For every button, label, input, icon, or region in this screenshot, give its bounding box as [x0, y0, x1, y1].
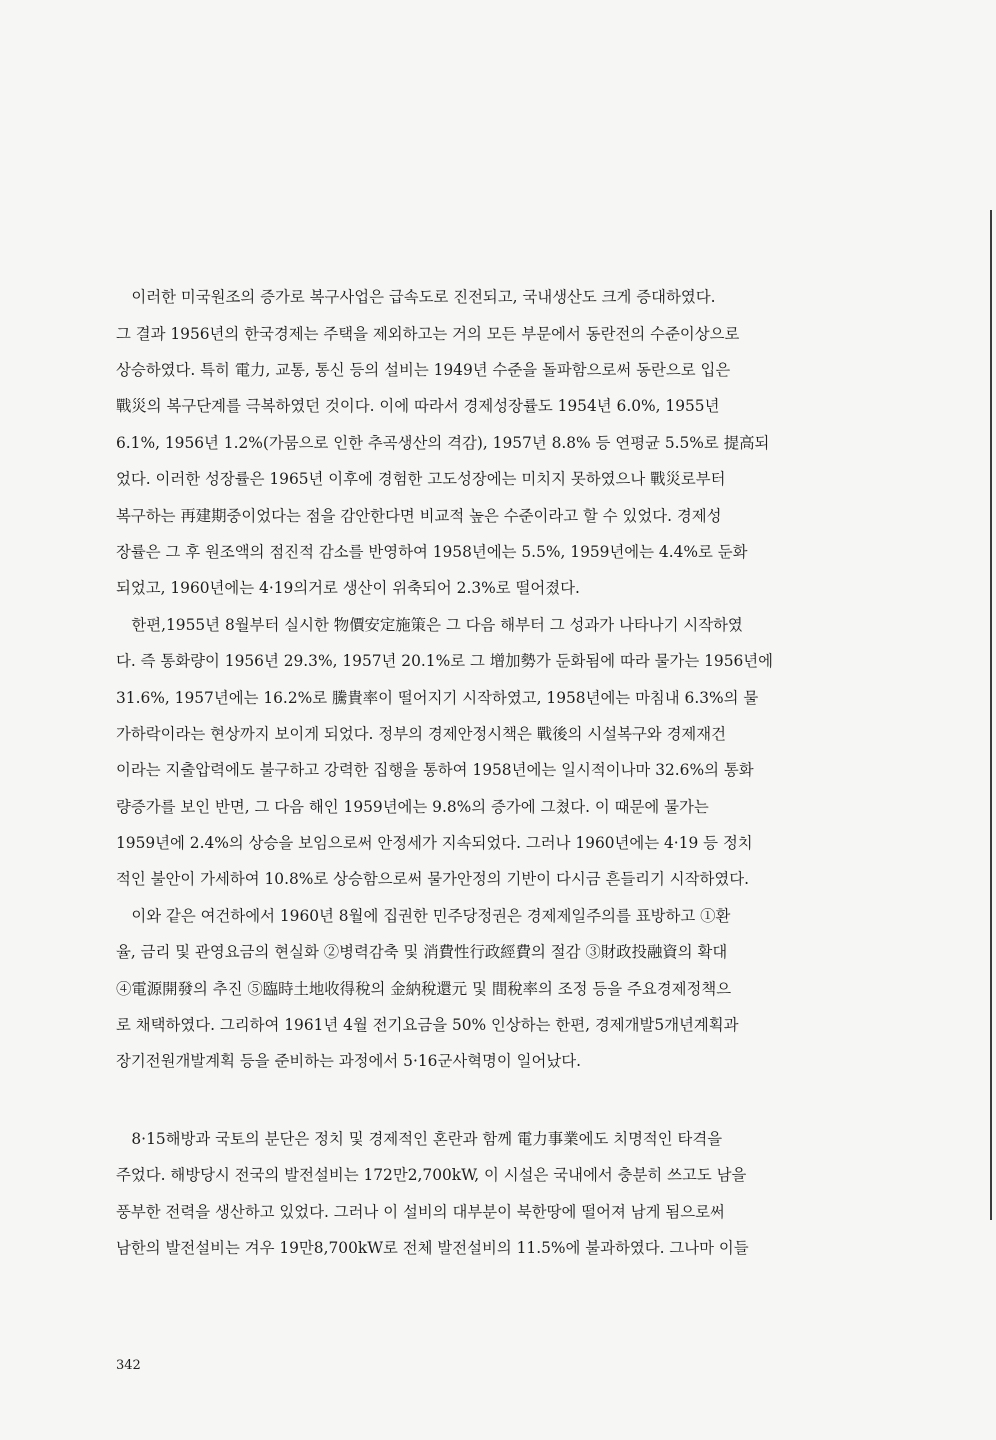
text-line: 장률은 그 후 원조액의 점진적 감소를 반영하여 1958년에는 5.5%, 1959년에는 4.4%로 둔화: [116, 543, 748, 561]
text-line: 그 결과 1956년의 한국경제는 주택을 제외하고는 거의 모든 부문에서 동란전의 수준이상으로: [116, 325, 740, 343]
text-line: 이러한 미국원조의 증가로 복구사업은 급속도로 진전되고, 국내생산도 크게 증대하였다.: [116, 288, 716, 306]
text-line: 로 채택하였다. 그리하여 1961년 4월 전기요금을 50% 인상하는 한편, 경제개발5개년계획과: [116, 1016, 739, 1034]
text-line: 1959년에 2.4%의 상승을 보임으로써 안정세가 지속되었다. 그러나 1960년에는 4·19 등 정치: [116, 834, 753, 852]
text-line: 31.6%, 1957년에는 16.2%로 騰貴率이 떨어지기 시작하였고, 1958년에는 마침내 6.3%의 물: [116, 689, 759, 707]
text-line: 남한의 발전설비는 겨우 19만8,700kW로 전체 발전설비의 11.5%에 불과하였다. 그나마 이들: [116, 1239, 749, 1257]
text-line: 율, 금리 및 관영요금의 현실화 ②병력감축 및 消費性行政經費의 절감 ③財政投融資의 확대: [116, 943, 728, 961]
text-line: 가하락이라는 현상까지 보이게 되었다. 정부의 경제안정시책은 戰後의 시설복구와 경제재건: [116, 725, 727, 743]
text-line: 었다. 이러한 성장률은 1965년 이후에 경험한 고도성장에는 미치지 못하였으나 戰災로부터: [116, 470, 726, 488]
text-line: 되었고, 1960년에는 4·19의거로 생산이 위축되어 2.3%로 떨어졌다.: [116, 579, 580, 597]
text-line: ④電源開發의 추진 ⑤臨時土地收得稅의 金納稅還元 및 間稅率의 조정 등을 주요경제정책으: [116, 980, 732, 998]
text-line: 주었다. 해방당시 전국의 발전설비는 172만2,700kW, 이 시설은 국내에서 충분히 쓰고도 남을: [116, 1166, 747, 1184]
text-line: 다. 즉 통화량이 1956년 29.3%, 1957년 20.1%로 그 增加勢가 둔화됨에 따라 물가는 1956년에: [116, 652, 774, 670]
text-line: 장기전원개발계획 등을 준비하는 과정에서 5·16군사혁명이 일어났다.: [116, 1052, 582, 1070]
page-number: 342: [116, 1358, 141, 1373]
text-line: 적인 불안이 가세하여 10.8%로 상승함으로써 물가안정의 기반이 다시금 흔들리기 시작하였다.: [116, 870, 750, 888]
text-line: 이라는 지출압력에도 불구하고 강력한 집행을 통하여 1958년에는 일시적이나마 32.6%의 통화: [116, 761, 754, 779]
text-line: 복구하는 再建期중이었다는 점을 감안한다면 비교적 높은 수준이라고 할 수 있었다. 경제성: [116, 507, 722, 525]
text-line: 한편,1955년 8월부터 실시한 物價安定施策은 그 다음 해부터 그 성과가 나타나기 시작하였: [116, 616, 743, 634]
text-line: 6.1%, 1956년 1.2%(가뭄으로 인한 추곡생산의 격감), 1957년 8.8% 등 연평균 5.5%로 提高되: [116, 434, 770, 452]
text-line: 戰災의 복구단계를 극복하였던 것이다. 이에 따라서 경제성장률도 1954년 6.0%, 1955년: [116, 397, 720, 415]
text-line: 이와 같은 여건하에서 1960년 8월에 집권한 민주당정권은 경제제일주의를 표방하고 ①환: [116, 907, 731, 925]
text-line: 풍부한 전력을 생산하고 있었다. 그러나 이 설비의 대부분이 북한땅에 떨어져 남게 됨으로써: [116, 1203, 725, 1221]
text-line: 량증가를 보인 반면, 그 다음 해인 1959년에는 9.8%의 증가에 그쳤다. 이 때문에 물가는: [116, 798, 709, 816]
page-edge-line: [990, 210, 992, 1220]
text-line: 8·15해방과 국토의 분단은 정치 및 경제적인 혼란과 함께 電力事業에도 치명적인 타격을: [116, 1130, 723, 1148]
text-line: 상승하였다. 특히 電力, 교통, 통신 등의 설비는 1949년 수준을 돌파함으로써 동란으로 입은: [116, 361, 731, 379]
